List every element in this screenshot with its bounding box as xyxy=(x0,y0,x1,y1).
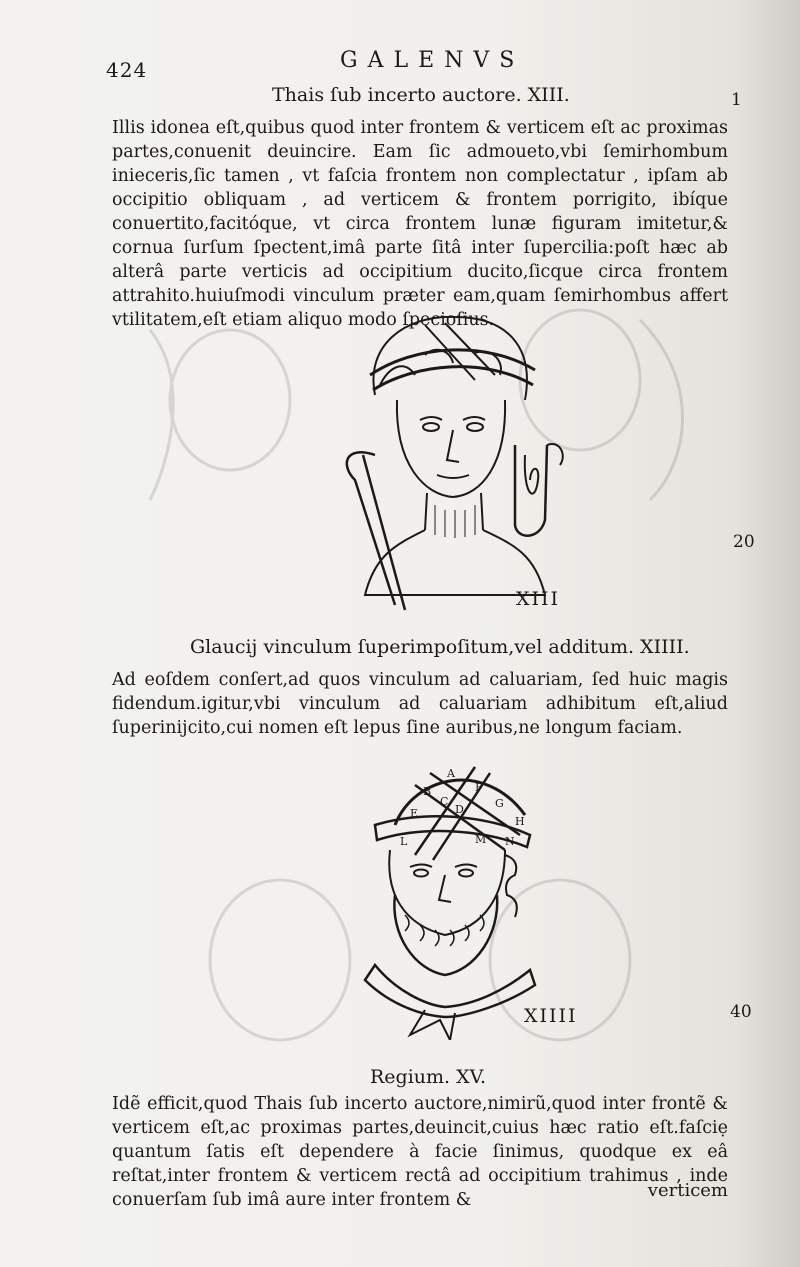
bandage-letter: L xyxy=(400,835,408,848)
catchword: verticem xyxy=(647,1180,728,1201)
figure-bandaged-head-13 xyxy=(335,305,575,615)
line-number: 20 xyxy=(733,532,755,552)
figure-label: XIII xyxy=(516,588,561,610)
section-heading: Glaucij vinculum ſuperimpoſitum,vel additum. XIIII. xyxy=(190,636,690,658)
section-heading: Thais ſub incerto auctore. XIII. xyxy=(272,84,570,106)
section-text xyxy=(112,116,728,330)
bandage-letter: B xyxy=(423,785,432,798)
figure-label: XIIII xyxy=(524,1005,578,1027)
figure-bandaged-head-14 xyxy=(355,755,545,1040)
line-number: 40 xyxy=(730,1002,752,1022)
section-text xyxy=(112,668,728,743)
section-text xyxy=(112,1092,728,1210)
section-heading: Regium. XV. xyxy=(370,1066,487,1088)
bandage-letter: H xyxy=(515,815,525,828)
paragraph: Illis idonea eſt,quibus quod inter frontem & verticem eſt ac proximas partes,conuenit deuincire. Eam ſic admoueto,vbi ſemirhombum inieceris,ſic tamen , vt faſcia frontem non complectatur , ipſam ab occipitio obliquam , ad verticem & frontem porrigito, ibíque conuertito,facitóque, vt circa frontem lunæ figuram imitetur,& cornua ſurſum ſpectent,imâ parte ſitâ inter ſupercilia:poſt hæc ab alterâ parte verticis ad occipitium ducito,ſicque circa frontem attrahito.huiuſmodi vinculum præter eam,quam ſemirhombus affert vtilitatem,eſt etiam aliquo modo ſpecioſius. xyxy=(112,118,728,330)
bandage-letter: N xyxy=(505,835,515,848)
paragraph: Ad eoſdem conſert,ad quos vinculum ad caluariam, ſed huic magis fidendum.igitur,vbi vinculum ad caluariam adhibitum eſt,aliud ſuperinijcito,cui nomen eſt lepus ſine auribus,ne longum faciam. xyxy=(112,670,728,738)
bandage-letter: G xyxy=(495,797,504,810)
paragraph: Idẽ efficit,quod Thais ſub incerto auctore,nimirũ,quod inter frontẽ & verticem eſt,ac proximas partes,deuincit,cuius hæc ratio eſt.faſciẹ quantum ſatis eſt dependere à facie ſinimus, quodque ex eâ reſtat,inter frontem & verticem rectâ ad occipitium trahimus , inde conuerſam ſub imâ aure inter frontem & xyxy=(112,1094,728,1210)
running-title: GALENVS xyxy=(340,48,525,73)
bandage-letter: C xyxy=(440,795,449,808)
bandage-letter: E xyxy=(410,807,419,820)
bandage-letter: F xyxy=(475,781,483,794)
page-number: 424 xyxy=(106,58,148,82)
bandage-letter: A xyxy=(447,767,455,780)
line-number: 1 xyxy=(731,90,742,110)
bandage-letter: M xyxy=(475,833,487,846)
bandage-letter: D xyxy=(455,803,464,816)
